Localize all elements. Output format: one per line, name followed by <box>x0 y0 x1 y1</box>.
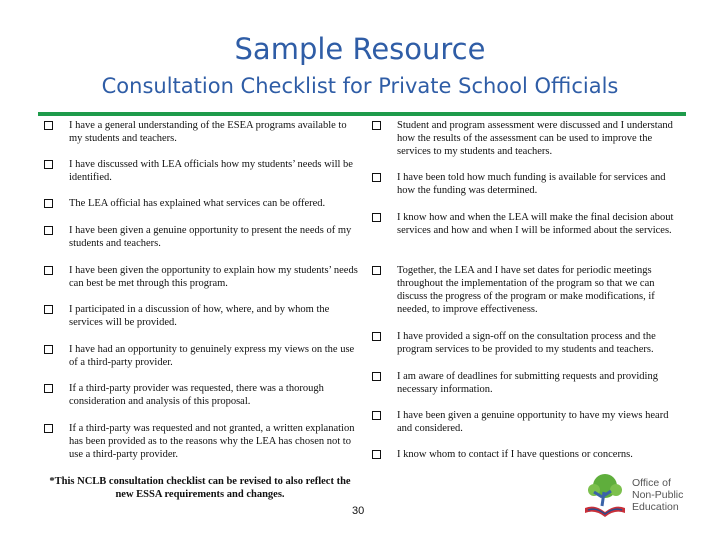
checkbox[interactable] <box>44 424 53 433</box>
checkbox[interactable] <box>44 160 53 169</box>
checklist-item-text: I know how and when the LEA will make the final decision about services and how and when I will be informed about the services. <box>397 212 674 236</box>
checkbox[interactable] <box>44 345 53 354</box>
checkbox[interactable] <box>372 213 381 222</box>
logo <box>580 472 710 522</box>
tree-book-icon <box>580 472 630 522</box>
checkbox[interactable] <box>372 173 381 182</box>
checklist-item-text: Together, the LEA and I have set dates for periodic meetings throughout the implementation of the program so that we can discuss the progress of the program or make modifications, if needed, to improve effectiveness. <box>397 265 655 315</box>
checkbox[interactable] <box>372 372 381 381</box>
page-title: Sample Resource <box>234 32 486 66</box>
checklist-item-text: I know whom to contact if I have questions or concerns. <box>397 449 633 460</box>
checkbox[interactable] <box>44 121 53 130</box>
page-number: 30 <box>352 505 365 517</box>
checkbox[interactable] <box>372 411 381 420</box>
checkbox[interactable] <box>44 266 53 275</box>
divider <box>38 112 686 116</box>
checklist-item-text: I have been told how much funding is available for services and how the funding was determined. <box>397 172 666 196</box>
checkbox[interactable] <box>372 266 381 275</box>
checklist-item-text: I have been given a genuine opportunity to present the needs of my students and teachers. <box>69 225 352 249</box>
checklist-item-text: I have discussed with LEA officials how my students’ needs will be identified. <box>69 159 353 183</box>
page-subtitle: Consultation Checklist for Private School Officials <box>101 74 619 98</box>
checkbox[interactable] <box>44 305 53 314</box>
checklist-item-text: I have been given a genuine opportunity to have my views heard and considered. <box>397 410 669 434</box>
checklist-item-text: I have had an opportunity to genuinely express my views on the use of a third-party provider. <box>69 344 355 368</box>
checklist-item-text: Student and program assessment were discussed and I understand how the results of the assessment can be used to improve the services to my students and teachers. <box>397 120 673 157</box>
checklist-item-text: The LEA official has explained what services can be offered. <box>69 198 326 209</box>
checkbox[interactable] <box>372 332 381 341</box>
checklist-item-text: I am aware of deadlines for submitting requests and providing necessary information. <box>397 371 658 395</box>
logo-line: Non-Public <box>632 489 684 501</box>
checkbox[interactable] <box>372 450 381 459</box>
footnote: *This NCLB consultation checklist can be revised to also reflect the new ESSA requirements and changes. <box>49 476 351 500</box>
checklist-item-text: If a third-party provider was requested, there was a thorough consideration and analysis of this proposal. <box>69 383 324 407</box>
checkbox[interactable] <box>44 226 53 235</box>
checklist-item-text: I have provided a sign-off on the consultation process and the program services to be provided to my students and teachers. <box>397 331 656 355</box>
checklist-item-text: I have a general understanding of the ESEA programs available to my students and teachers. <box>69 120 347 144</box>
checklist-item-text: I participated in a discussion of how, where, and by whom the services will be provided. <box>69 304 330 328</box>
checkbox[interactable] <box>44 199 53 208</box>
checkbox[interactable] <box>372 121 381 130</box>
checkbox[interactable] <box>44 384 53 393</box>
checklist-item-text: If a third-party was requested and not granted, a written explanation has been provided as to the reasons why the LEA has chosen not to use a third-party provider. <box>69 423 355 460</box>
logo-line: Office of <box>632 477 671 489</box>
checklist-item-text: I have been given the opportunity to explain how my students’ needs can best be met through this program. <box>69 265 358 289</box>
logo-line: Education <box>632 501 679 513</box>
